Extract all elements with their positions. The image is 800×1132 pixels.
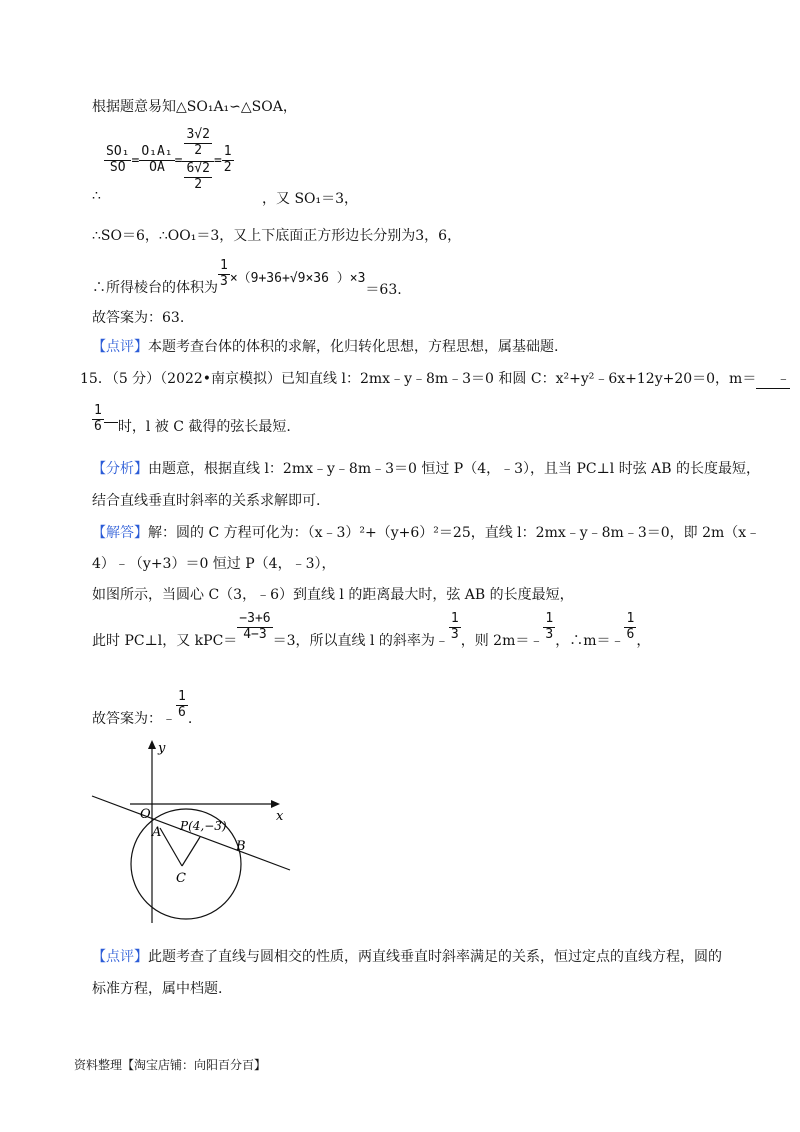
analysis-line2: 结合直线垂直时斜率的关系求解即可. [92, 493, 321, 509]
kpc-d: 4−3 [243, 626, 267, 642]
q15-text: 15．（5 分）（2022•南京模拟）已知直线 l：2mx﹣y﹣8m﹣3＝0 和圆 C：x²+y²﹣6x+12y+20＝0，m＝ [80, 371, 757, 387]
review1-tag: 【点评】 [92, 339, 148, 355]
sol-l4-a: 此时 PC⊥l，又 kPC＝ [92, 633, 238, 650]
ratio-compound-frac [182, 128, 213, 193]
oa-text: OA [149, 159, 165, 175]
similar-triangles-line: 根据题意易知△SO₁A₁∽△SOA， [92, 99, 297, 115]
kpc-n: −3+6 [239, 611, 271, 626]
label-a: A [152, 825, 162, 840]
solution-tag: 【解答】 [92, 525, 148, 541]
q15-frac-n: 1 [94, 403, 102, 418]
den-bot: 2 [194, 176, 203, 192]
half-n: 1 [223, 143, 232, 159]
so-text: SO [109, 159, 126, 175]
slope-d: 3 [450, 626, 459, 642]
q15-tail: 时，l 被 C 截得的弦长最短. [117, 419, 291, 436]
solution-text1: 解：圆的 C 方程可化为：（x﹣3）²+（y+6）²＝25，直线 l：2mx﹣y﹣8m﹣3＝0，即 2m（x﹣ [148, 525, 761, 541]
half-d: 2 [223, 159, 232, 175]
analysis-tag: 【分析】 [92, 461, 148, 477]
q15-continuation [92, 404, 291, 435]
label-x: x [276, 809, 284, 824]
review-1 [92, 336, 558, 356]
circle-line-figure [90, 738, 300, 928]
num-top: 3√2 [186, 127, 210, 142]
review2-text1: 此题考查了直线与圆相交的性质，两直线垂直时斜率满足的关系，恒过定点的直线方程，圆的 [148, 949, 722, 965]
review2-tag: 【点评】 [92, 949, 148, 965]
answer2-tail: . [187, 711, 193, 728]
ratio-equation: $\frac{\text{SO₁}}{SO}$ = $\frac{\text{O₁A₁}}{OA}$ = $\frac{\frac{3√2}{2}}{\frac{6√2}{2}}$ = $\frac{1}{2}$ [106, 127, 232, 192]
q15-stem [80, 368, 790, 389]
ratio-tail: ，又 SO₁＝3， [262, 191, 359, 207]
label-p: P(4,−3) [180, 819, 227, 833]
label-y: y [158, 741, 166, 756]
so-line: ∴SO＝6，∴OO₁＝3，又上下底面正方形边长分别为3，6， [92, 228, 462, 244]
ratio-frac-o1a1-oa [139, 145, 174, 176]
volume-result: ＝63. [365, 282, 402, 299]
half-frac [222, 145, 234, 176]
q15-frac [92, 404, 104, 435]
answer2-d: 6 [178, 704, 186, 720]
y-axis-arrow-icon [148, 740, 156, 749]
m-d: 6 [626, 626, 635, 642]
x-axis-arrow-icon [271, 800, 280, 808]
sol-l4-c: ，则 2m＝﹣ [460, 633, 544, 650]
label-c: C [176, 871, 186, 886]
sol-l4-b: ＝3，所以直线 l 的斜率为﹣ [272, 633, 449, 650]
review1-text: 本题考查台体的体积的求解，化归转化思想，方程思想，属基础题. [148, 339, 559, 355]
volume-prefix: ∴所得棱台的体积为 [92, 280, 218, 297]
segment-pc [182, 837, 200, 866]
so1-text: SO₁ [106, 143, 130, 159]
answer2-frac [176, 690, 188, 721]
slope-n: 1 [450, 611, 459, 626]
third-d: 3 [220, 273, 228, 289]
kpc-frac [237, 612, 272, 643]
volume-expr: ×（9+36+√9×36 ）×3 [229, 271, 366, 287]
solution-line4 [92, 611, 651, 650]
volume-third-frac [218, 259, 230, 290]
answer2-prefix: 故答案为：﹣ [92, 711, 176, 728]
label-o: O [140, 807, 151, 822]
line-l [92, 796, 290, 870]
num-bot: 2 [194, 142, 203, 158]
review-2-line2: 标准方程，属中档题. [92, 981, 223, 997]
twom-frac [543, 612, 555, 643]
o1a1-text: O₁A₁ [141, 143, 173, 159]
slope-frac [449, 612, 461, 643]
twom-d: 3 [545, 626, 554, 642]
volume-line [92, 255, 402, 299]
answer-63: 故答案为：63. [92, 310, 185, 326]
therefore-symbol: ∴ [92, 188, 101, 204]
den-top: 6√2 [186, 160, 210, 176]
twom-n: 1 [545, 611, 554, 626]
solution-line2: 4）﹣（y+3）＝0 恒过 P（4，﹣3）， [92, 556, 336, 572]
review-2-line1 [92, 946, 722, 966]
analysis-line1 [92, 458, 760, 478]
sol-l4-e: ， [636, 633, 651, 650]
sol-l4-d: ，∴m＝﹣ [555, 633, 625, 650]
answer2-n: 1 [178, 689, 186, 704]
analysis-text1: 由题意，根据直线 l：2mx﹣y﹣8m﹣3＝0 恒过 P（4，﹣3），且当 PC⊥l 时弦 AB 的长度最短， [148, 461, 761, 477]
footer-text: 资料整理【淘宝店铺：向阳百分百】 [74, 1058, 267, 1072]
answer-m [92, 689, 193, 728]
m-n: 1 [626, 611, 635, 626]
segment-ca [160, 828, 182, 866]
solution-line3: 如图所示，当圆心 C（3，﹣6）到直线 l 的距离最大时，弦 AB 的长度最短， [92, 587, 574, 603]
q15-frac-d: 6 [94, 418, 102, 434]
label-b: B [236, 839, 246, 854]
m-frac [624, 612, 636, 643]
ratio-frac-so1-so [104, 145, 131, 176]
solution-line1 [92, 522, 760, 542]
q15-blank-sign: ﹣ [756, 368, 790, 389]
third-n: 1 [220, 258, 228, 273]
